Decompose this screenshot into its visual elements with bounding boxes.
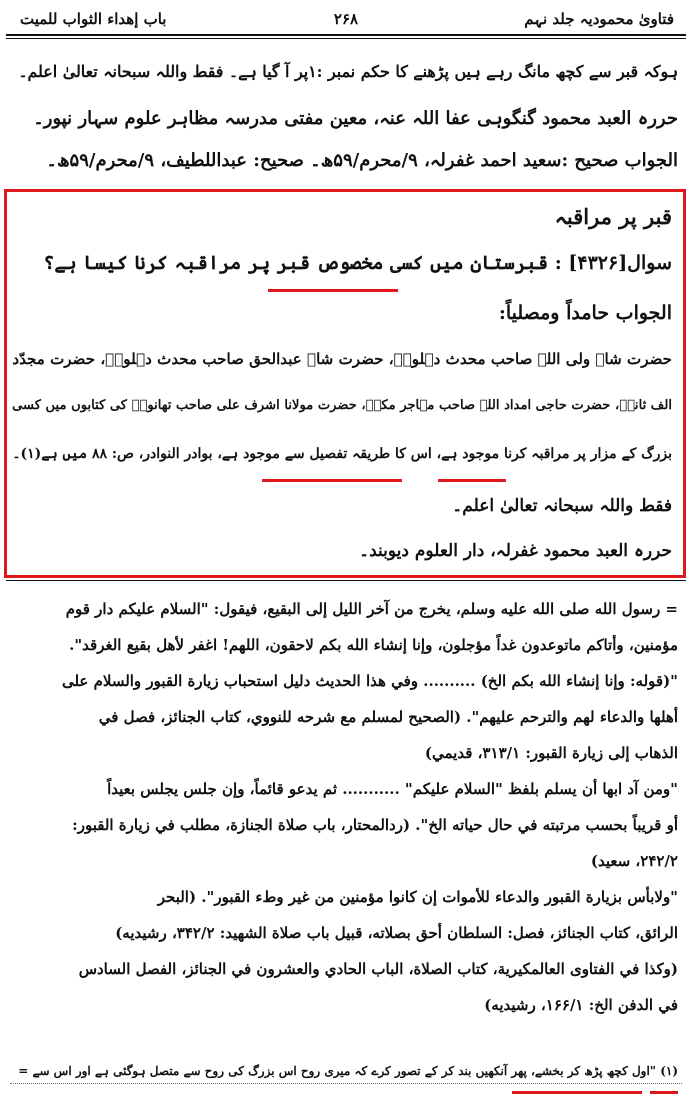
answer-line-1: حضرت شاہ ولی اللہ صاحب محدث دہلویؒ، حضرت شاہ عبدالحق صاحب محدث دہلویؒ، حضرت مجدّد: [12, 350, 672, 368]
top-line-1: ہوکہ قبر سے کچھ مانگ رہے ہیں پڑھنے کا حکم نمبر :۱پر آ گیا ہے۔ فقط واللہ سبحانہ تعالیٰ اعلم۔: [18, 62, 678, 81]
top-line-3: الجواب صحیح :سعید احمد غفرلہ، ۹/محرم/۵۹ھ۔ صحیح: عبداللطیف، ۹/محرم/۵۹ھ۔: [46, 150, 678, 171]
header-divider: [6, 34, 686, 36]
arabic-line-8: ۲۴۲/۲، سعيد): [590, 852, 678, 870]
top-line-2: حررہ العبد محمود گنگوہی عفا اللہ عنہ، معین مفتی مدرسہ مظاہر علوم سہار نپور۔: [33, 108, 678, 129]
arabic-line-6: "ومن آد ابها أن يسلم بلفظ "السلام عليكم" ........... ثم يدعو قائماً، وإن جلس يجلس بعيداً: [107, 780, 678, 798]
answer-line-2: الف ثانیؒ، حضرت حاجی امداد اللہ صاحب مہاجر مکیؒ، حضرت مولانا اشرف علی صاحب تھانویؒ کی کتابوں میں کسی: [12, 398, 672, 413]
question-underline: [268, 288, 398, 292]
arabic-line-10: الرائق، كتاب الجنائز، فصل: السلطان أحق بصلاته، قبيل باب صلاة الشهيد: ۳۴۲/۲، رشيديه): [115, 924, 678, 942]
answer-line-3: بزرگ کے مزار پر مراقبہ کرنا موجود ہے، اس کا طریقہ تفصیل سے موجود ہے، بوادر النوادر، ص: ۸۸ میں ہے(۱)۔: [12, 446, 672, 462]
header-divider-thin: [6, 38, 686, 39]
highlight-box: [4, 189, 686, 578]
header-book-title: فتاویٰ محمودیہ جلد نہم: [524, 10, 674, 28]
arabic-line-9: "ولابأس بزيارة القبور والدعاء للأموات إن كانوا مؤمنين من غير وطء القبور". (البحر: [157, 888, 678, 906]
footnote-text-underline: [512, 1090, 642, 1094]
arabic-line-7: أو قريباً بحسب مرتبته في حال حياته الخ". (ردالمحتار، باب صلاة الجنازة، مطلب في زيارة القبور:: [72, 816, 678, 834]
arabic-line-5: الذهاب إلى زيارة القبور: ۳۱۳/۱، قديمي): [424, 744, 678, 762]
section-title: قبر پر مراقبہ: [554, 204, 672, 229]
question-text: سوال[۴۳۲۶] : قبرستان میں کسی مخصوص قبر پر مراقبہ کرنا کیسا ہے؟: [43, 252, 672, 274]
header-chapter-title: باب إهداء الثواب للميت: [20, 10, 167, 28]
answer-underline-1: [262, 478, 402, 482]
arabic-line-11: (وكذا في الفتاوى العالمكيرية، كتاب الصلاة، الباب الحادي والعشرون في الجنائز، الفصل السادس: [78, 960, 678, 978]
arabic-line-1: = رسول الله صلى الله عليه وسلم، يخرج من آخر الليل إلى البقيع، فيقول: "السلام عليكم دار قوم: [65, 600, 678, 618]
answer-closing: فقط واللہ سبحانہ تعالیٰ اعلم۔: [452, 496, 672, 516]
footnote-rule: [10, 1083, 682, 1084]
answer-signature: حررہ العبد محمود غفرلہ، دار العلوم دیوبند۔: [359, 541, 672, 561]
answer-underline-2: [438, 478, 506, 482]
header-page-number: ۲۶۸: [333, 10, 359, 28]
question-line: [43, 252, 672, 274]
arabic-line-2: مؤمنين، وأتاكم ماتوعدون غداً مؤجلون، وإنا إنشاء الله بكم لاحقون، اللهم! اغفر لأهل بقيع الغرقد".: [69, 636, 678, 654]
answer-heading: الجواب حامداً ومصلیاً:: [498, 302, 672, 324]
arabic-line-12: في الدفن الخ: ۱۶۶/۱، رشيديه): [484, 996, 678, 1014]
arabic-line-4: أهلها والدعاء لهم والترحم عليهم". (الصحيح لمسلم مع شرحه للنووي، كتاب الجنائز، فصل في: [98, 708, 678, 726]
footnote-line: (۱) "اول کچھ پڑھ کر بخشے، پھر آنکھیں بند کر کے تصور کرے کہ میری روح اس بزرگ کی روح سے متصل ہوگئی ہے اور اس سے =: [18, 1064, 678, 1078]
footnote-divider: [6, 580, 686, 581]
footnote-number-underline: [650, 1090, 678, 1094]
arabic-line-3: "(قوله: وإنا إنشاء الله بكم الخ) .......... وفي هذا الحديث دليل استحباب زيارة القبور والسلام على: [61, 672, 678, 690]
page-header: [10, 6, 682, 32]
